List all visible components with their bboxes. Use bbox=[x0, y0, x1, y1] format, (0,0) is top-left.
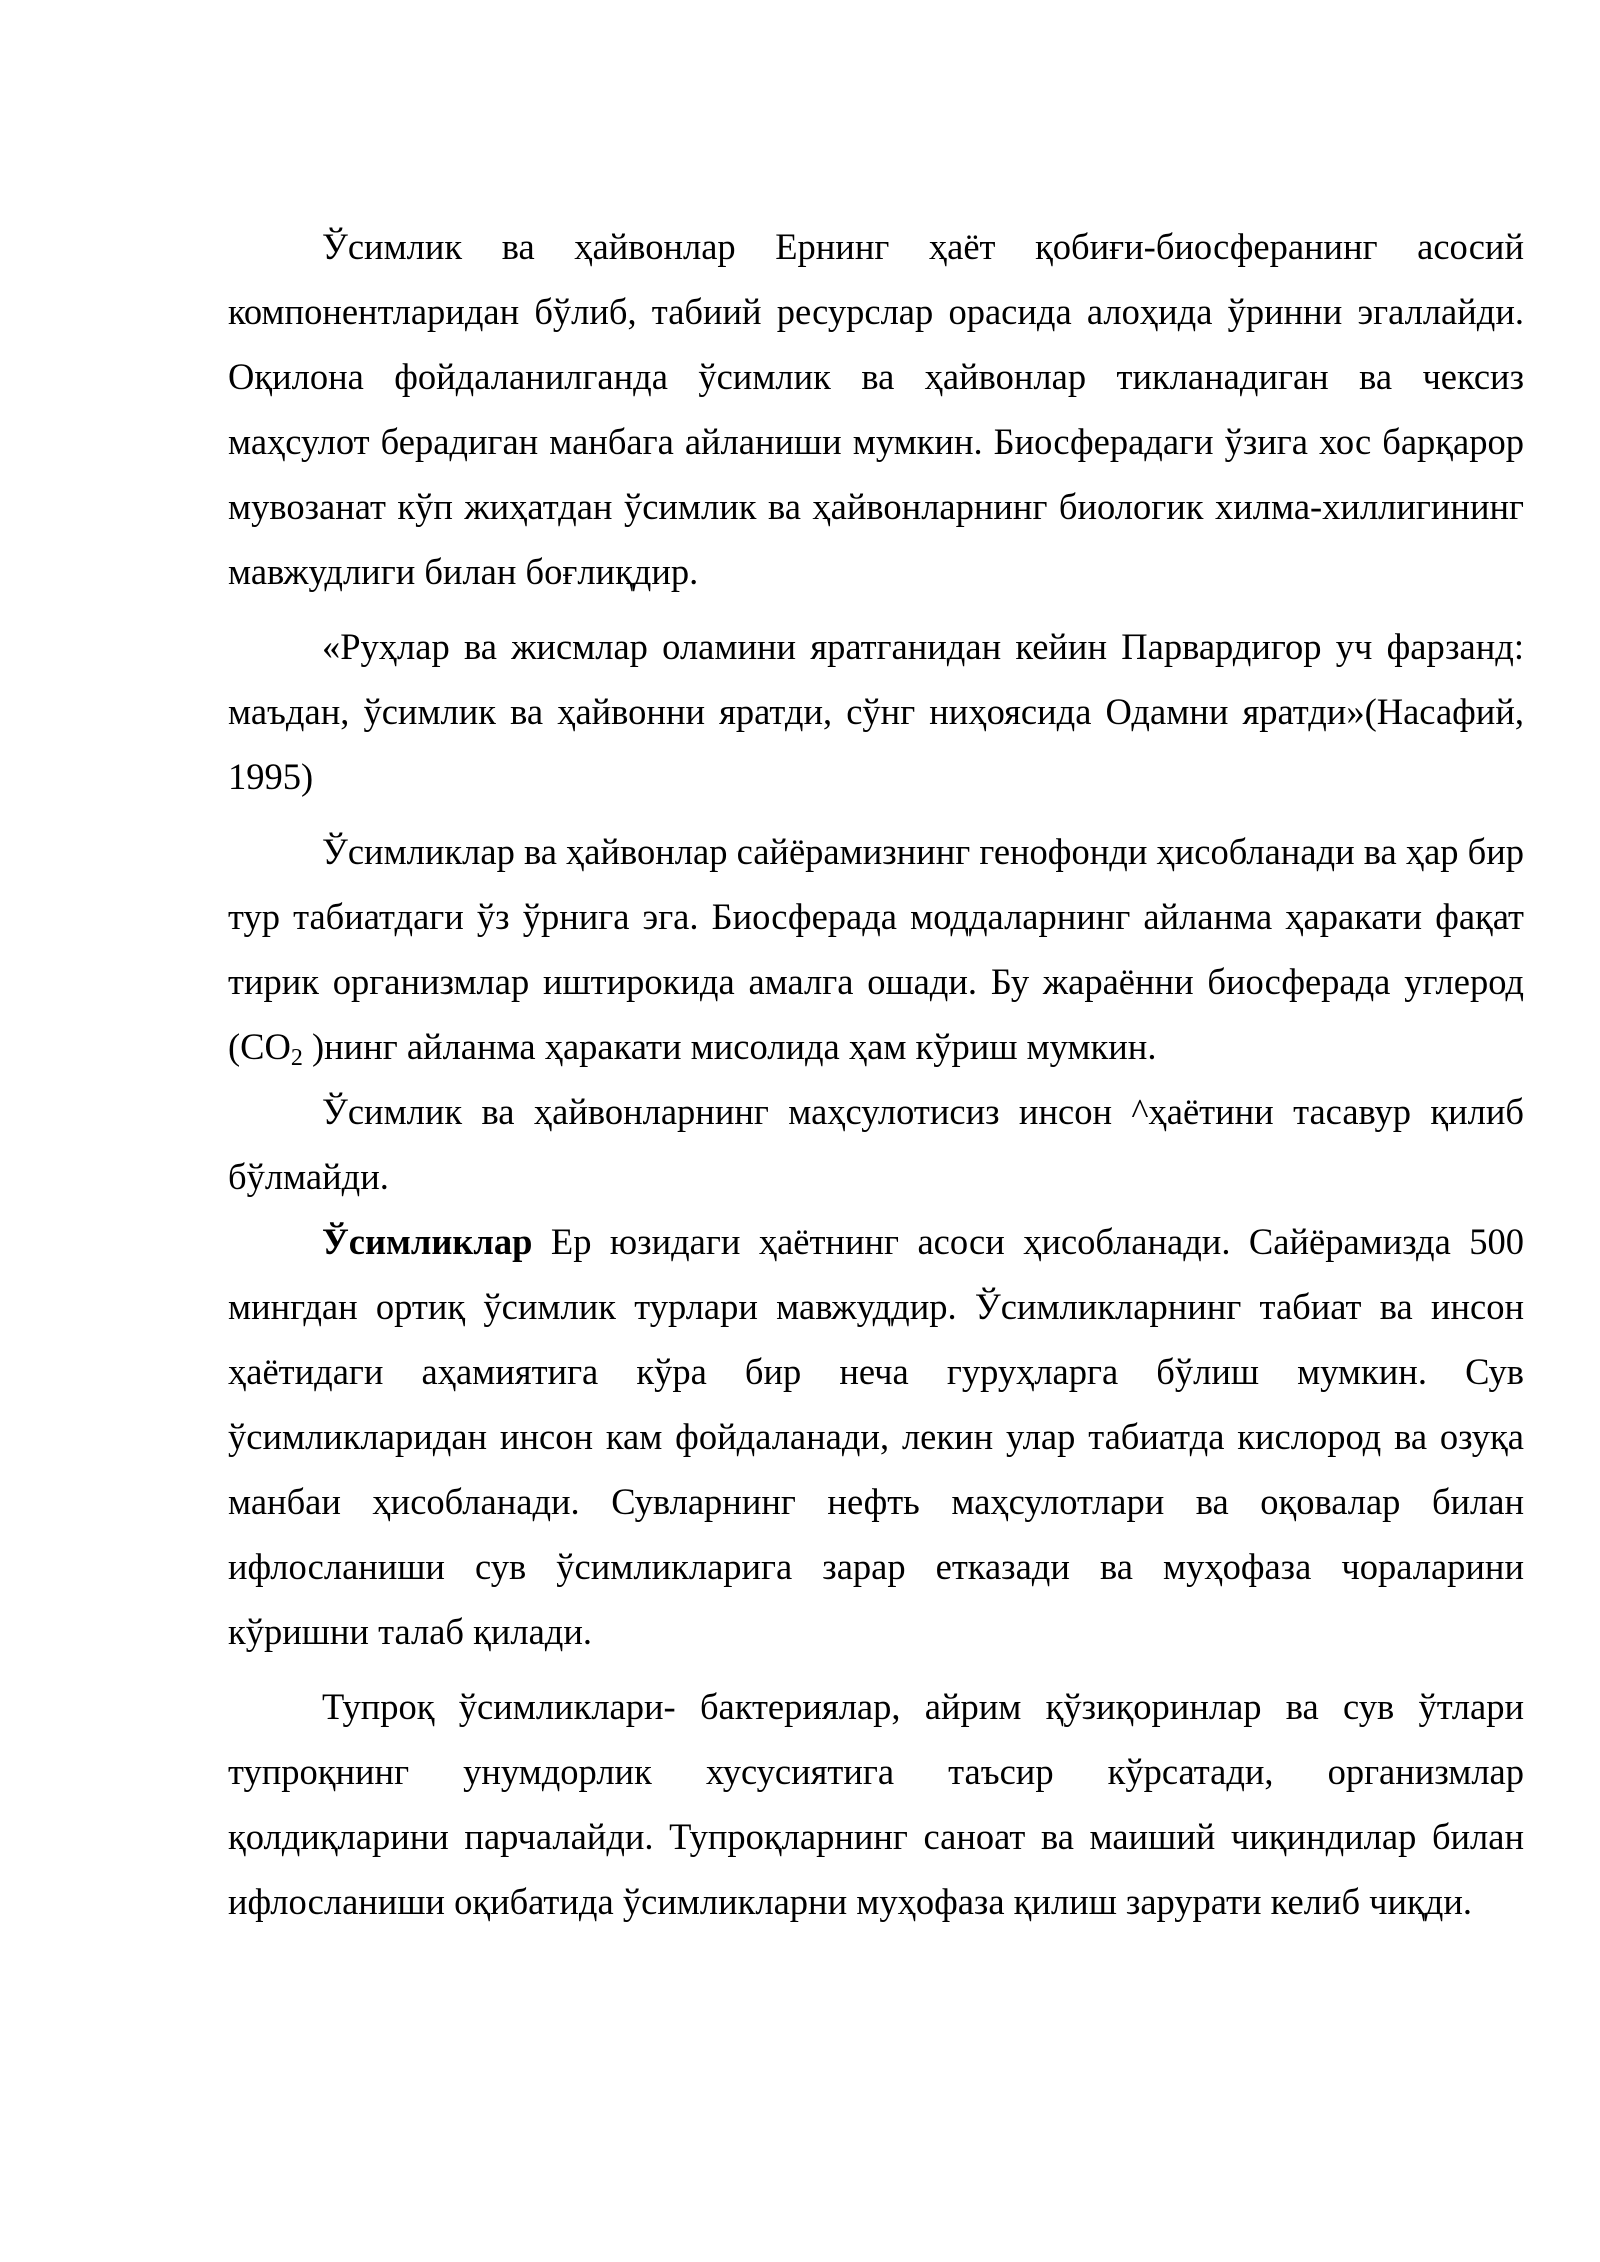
paragraph-text: Ер юзидаги ҳаётнинг асоси ҳисобланади. Сайёрамизда 500 мингдан ортиқ ўсимлик турлари мавжуддир. Ўсимликларнинг табиат ва инсон ҳаётидаги аҳамиятига кўра бир неча гуруҳларга бўлиш мумкин. Сув ўсимликларидан инсон кам фойдаланади, лекин улар табиатда кислород ва озуқа манбаи ҳисобланади. Сувларнинг нефть маҳсулотлари ва оқовалар билан ифлосланиши сув ўсимликларига зарар етказади ва муҳофаза чораларини кўришни талаб қилади. bbox=[228, 1221, 1524, 1652]
document-page bbox=[228, 214, 1524, 1934]
co2-subscript: 2 bbox=[290, 1045, 303, 1071]
paragraph-bold-lead: Ўсимликлар bbox=[322, 1221, 533, 1262]
paragraph-products bbox=[228, 1079, 1524, 1209]
paragraph-soil-plants bbox=[228, 1674, 1524, 1934]
paragraph-text: Тупроқ ўсимликлари- бактериялар, айрим қўзиқоринлар ва сув ўтлари тупроқнинг унумдорлик хусусиятига таъсир кўрсатади, организмлар қолдиқларини парчалайди. Тупроқларнинг саноат ва маиший чиқиндилар билан ифлосланиши оқибатида ўсимликларни муҳофаза қилиш зарурати келиб чиқди. bbox=[228, 1686, 1524, 1922]
paragraph-text: Ўсимлик ва ҳайвонларнинг маҳсулотисиз инсон ^ҳаётини тасавур қилиб бўлмайди. bbox=[228, 1091, 1524, 1197]
paragraph-intro bbox=[228, 214, 1524, 604]
paragraph-text: Ўсимликлар ва ҳайвонлар сайёрамизнинг генофонди ҳисобланади ва ҳар бир тур табиатдаги ўз ўрнига эга. Биосферада моддаларнинг айланма ҳаракати фақат тирик организмлар иштирокида амалга ошади. Бу жараённи биосферада углерод (СО bbox=[228, 831, 1525, 1067]
paragraph-text: «Руҳлар ва жисмлар оламини яратганидан кейин Парвардигор уч фарзанд: маъдан, ўсимлик ва ҳайвонни яратди, сўнг ниҳоясида Одамни яратди»(Насафий, 1995) bbox=[228, 626, 1524, 797]
paragraph-plants bbox=[228, 1209, 1524, 1664]
paragraph-genofond bbox=[228, 819, 1524, 1079]
paragraph-text: Ўсимлик ва ҳайвонлар Ернинг ҳаёт қобиғи-биосферанинг асосий компонентларидан бўлиб, табиий ресурслар орасида алоҳида ўринни эгаллайди. Оқилона фойдаланилганда ўсимлик ва ҳайвонлар тикланадиган ва чексиз маҳсулот берадиган манбага айланиши мумкин. Биосферадаги ўзига хос барқарор мувозанат кўп жиҳатдан ўсимлик ва ҳайвонларнинг биологик хилма-хиллигининг мавжудлиги билан боғлиқдир. bbox=[228, 226, 1524, 592]
paragraph-text-after: )нинг айланма ҳаракати мисолида ҳам кўриш мумкин. bbox=[302, 1026, 1157, 1067]
paragraph-quote bbox=[228, 614, 1524, 809]
